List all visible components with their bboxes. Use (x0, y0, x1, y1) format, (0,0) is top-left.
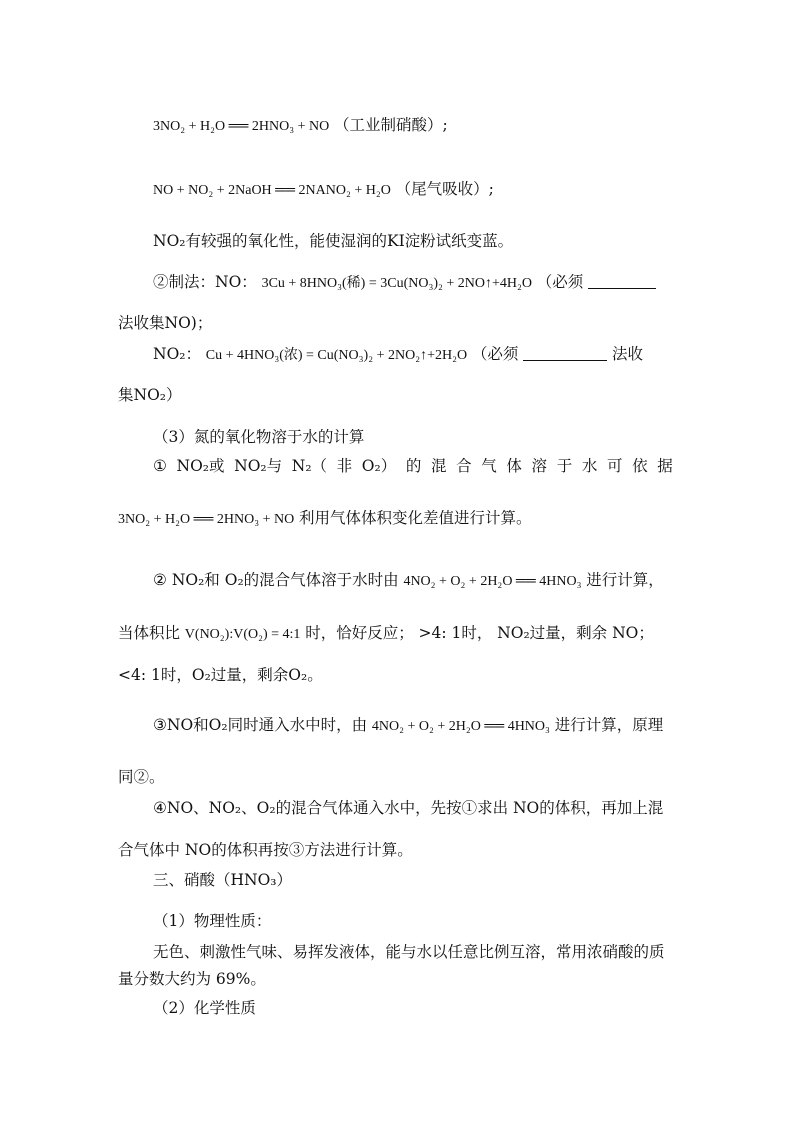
rule-1-equation-line (118, 507, 532, 531)
rule-1-line (153, 455, 673, 477)
char: 水 (581, 457, 598, 475)
section-heading-nitric-acid: 三、硝酸（HNO₃） (153, 871, 293, 889)
note-tail: 法收 (611, 345, 643, 363)
subheading-chemical-properties: （2）化学性质 (153, 999, 256, 1017)
char: ① (153, 457, 167, 475)
equation: 4NO₂ + O₂ + 2H₂O ══ 4HNO₃ (403, 574, 582, 589)
fill-in-blank (588, 274, 656, 289)
equation: NO + NO₂ + 2NaOH ══ 2NANO₂ + H₂O (153, 183, 391, 198)
rule-2-line (153, 569, 664, 593)
preparation-no2-line (153, 343, 643, 367)
equation: Cu + 4HNO₃(浓) = Cu(NO₃)₂ + 2NO₂↑+2H₂O (205, 348, 468, 363)
char: 体 (506, 457, 522, 475)
rule-text: 进行计算，原理 (554, 716, 664, 734)
no2-oxidation-text: NO₂有较强的氧化性，能使湿润的KI淀粉试纸变蓝。 (153, 232, 514, 250)
char: 混 (430, 457, 447, 475)
note-text: （尾气吸收）; (395, 180, 494, 198)
equation: 3Cu + 8HNO₃(稀) = 3Cu(NO₃)₂ + 2NO↑+4H₂O (261, 276, 532, 291)
section-heading-3: （3）氮的氧化物溶于水的计算 (153, 428, 365, 446)
rule-4-line: ④NO、NO₂、O₂的混合气体通入水中，先按①求出 NO的体积，再加上混 (153, 799, 664, 817)
preparation-no-continued: 法收集NO)； (118, 314, 213, 332)
char: 据 (657, 457, 673, 475)
physical-properties-text: 无色、刺激性气味、易挥发液体，能与水以任意比例互溶，常用浓硝酸的质 (153, 943, 665, 961)
note-text: （必须 (471, 345, 519, 363)
char: 气 (481, 457, 497, 475)
physical-properties-continued: 量分数大约为 69%。 (118, 970, 266, 988)
rule-text: NO₂过量，剩余 NO； (497, 624, 654, 642)
volume-ratio-continued: <4: 1时，O₂过量，剩余O₂。 (118, 666, 323, 684)
rule-text: 时，恰好反应； (305, 624, 414, 642)
subheading-physical-properties: （1）物理性质： (153, 912, 272, 930)
char: 的 (405, 457, 422, 475)
fill-in-blank (523, 346, 607, 361)
note-text: （必须 (536, 273, 584, 291)
char: 依 (632, 457, 648, 475)
preparation-no2-continued: 集NO₂） (118, 386, 182, 404)
char: 可 (606, 457, 623, 475)
rule-text: >4: 1时， (418, 624, 493, 642)
rule-text: 当体积比 (118, 624, 181, 642)
rule-3-line (153, 714, 663, 738)
char: 合 (456, 457, 472, 475)
ratio-expression: V(NO₂):V(O₂) = 4:1 (184, 627, 301, 642)
equation: 3NO₂ + H₂O ══ 2HNO₃ + NO (118, 512, 295, 527)
char: N₂（ (291, 457, 328, 475)
volume-ratio-line (118, 622, 654, 646)
equation-line-exhaust (153, 178, 494, 202)
rule-text: ③NO和O₂同时通入水中时，由 (153, 716, 368, 734)
prep-prefix: ②制法：NO： (153, 273, 257, 291)
equation-line-industrial (153, 114, 448, 138)
char: 溶 (531, 457, 548, 475)
rule-3-continued: 同②。 (118, 768, 165, 786)
equation: 4NO₂ + O₂ + 2H₂O ══ 4HNO₃ (371, 719, 550, 734)
rule-text: ② NO₂和 O₂的混合气体溶于水时由 (153, 571, 399, 589)
char: NO₂或 (176, 457, 225, 475)
preparation-no-line (153, 271, 656, 295)
char: 非 (336, 457, 353, 475)
rule-4-continued: 合气体中 NO的体积再按③方法进行计算。 (118, 841, 413, 859)
note-text: 利用气体体积变化差值进行计算。 (299, 509, 532, 527)
note-text: （工业制硝酸）; (334, 116, 448, 134)
char: 于 (556, 457, 573, 475)
prep-prefix: NO₂： (153, 345, 201, 363)
equation: 3NO₂ + H₂O ══ 2HNO₃ + NO (153, 119, 330, 134)
char: NO₂与 (234, 457, 283, 475)
rule-text: 进行计算， (586, 571, 664, 589)
char: O₂） (361, 457, 397, 475)
